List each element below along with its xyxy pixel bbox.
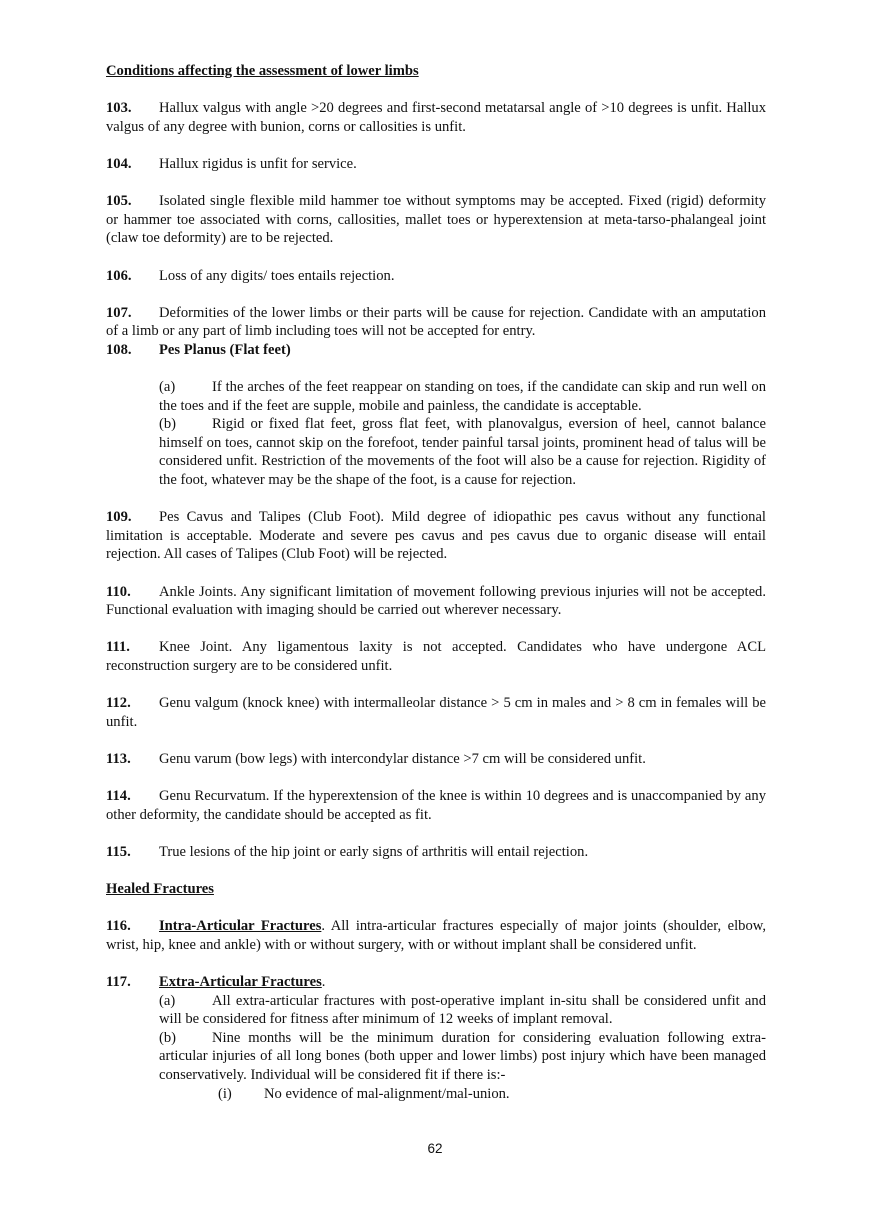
paragraph-text: Hallux valgus with angle >20 degrees and first-second metatarsal angle of >10 degrees is unfit. Hallux valgus of any degree with bunion, corns or callosities is unfit. (106, 100, 766, 135)
paragraph-text: Hallux rigidus is unfit for service. (159, 155, 357, 172)
page-number: 62 (427, 1141, 443, 1156)
paragraph-text: Genu valgum (knock knee) with intermalleolar distance > 5 cm in males and > 8 cm in females will be unfit. (106, 695, 766, 730)
paragraph-107 (106, 304, 766, 341)
subparagraph-text: If the arches of the feet reappear on standing on toes, if the candidate can skip and run well on the toes and if the feet are supple, mobile and painless, the candidate is acceptable. (159, 379, 766, 414)
document-page (106, 62, 766, 1103)
subparagraph-label: (b) (159, 1029, 177, 1046)
paragraph-number: 104. (106, 155, 132, 172)
subparagraph-108a (159, 378, 766, 415)
paragraph-number: 109. (106, 509, 132, 526)
paragraph-number: 103. (106, 100, 132, 117)
section-heading-healed-fractures: Healed Fractures (106, 881, 214, 898)
subparagraph-117a (159, 992, 766, 1029)
paragraph-109 (106, 508, 766, 564)
paragraph-text: True lesions of the hip joint or early signs of arthritis will entail rejection. (159, 843, 589, 860)
paragraph-108 (106, 341, 766, 360)
subparagraph-117b-i (218, 1085, 766, 1104)
paragraph-number: 111. (106, 639, 130, 656)
paragraph-title-suffix: . (321, 974, 326, 991)
paragraph-text: Genu Recurvatum. If the hyperextension of the knee is within 10 degrees and is unaccompanied by any other deformity, the candidate should be accepted as fit. (106, 788, 766, 823)
paragraph-112 (106, 694, 766, 731)
paragraph-number: 110. (106, 583, 131, 600)
subparagraph-108b (159, 415, 766, 489)
paragraph-111 (106, 638, 766, 675)
paragraph-text: . All intra-articular fractures especially of major joints (shoulder, elbow, wrist, hip, knee and ankle) with or without surgery, with or without implant shall be considered unfit. (106, 918, 766, 953)
paragraph-text: Isolated single flexible mild hammer toe without symptoms may be accepted. Fixed (rigid) deformity or hammer toe associated with corns, callosities, mallet toes or hyperextension at meta-tarso-phalangeal joint (claw toe deformity) are to be rejected. (106, 193, 766, 247)
paragraph-number: 107. (106, 304, 132, 321)
paragraph-number: 114. (106, 788, 131, 805)
paragraph-116 (106, 917, 766, 954)
subparagraph-label: (a) (159, 379, 176, 396)
paragraph-title: Extra-Articular Fractures (159, 974, 322, 991)
paragraph-text: Genu varum (bow legs) with intercondylar distance >7 cm will be considered unfit. (159, 750, 646, 767)
paragraph-105 (106, 192, 766, 248)
section-heading-lower-limbs: Conditions affecting the assessment of lower limbs (106, 63, 419, 79)
subparagraph-text: All extra-articular fractures with post-operative implant in-situ shall be considered unfit and will be considered for fitness after minimum of 12 weeks of implant removal. (159, 992, 766, 1028)
subparagraph-label: (b) (159, 416, 177, 433)
subparagraph-text: Rigid or fixed flat feet, gross flat feet, with planovalgus, eversion of heel, cannot balance himself on toes, cannot skip on the forefoot, tender painful tarsal joints, prominent head of talus will be considered unfit. Restriction of the movements of the foot will also be a cause for rejection. Rigidity of the foot, whatever may be the shape of the foot, is a cause for rejection. (159, 416, 766, 489)
subparagraph-label: (i) (218, 1085, 232, 1102)
paragraph-117 (106, 973, 766, 992)
paragraph-text: Knee Joint. Any ligamentous laxity is not accepted. Candidates who have undergone ACL reconstruction surgery are to be considered unfit. (106, 639, 766, 674)
paragraph-title: Pes Planus (Flat feet) (159, 341, 291, 358)
paragraph-110 (106, 583, 766, 620)
paragraph-number: 116. (106, 918, 131, 935)
subparagraph-text: Nine months will be the minimum duration for considering evaluation following extra-articular injuries of all long bones (both upper and lower limbs) post injury which have been managed conservatively. Individual will be considered fit if there is:- (159, 1029, 766, 1084)
paragraph-title: Intra-Articular Fractures (159, 918, 322, 935)
paragraph-text: Loss of any digits/ toes entails rejection. (159, 267, 395, 284)
paragraph-114 (106, 787, 766, 824)
paragraph-115 (106, 843, 766, 862)
paragraph-104 (106, 155, 766, 174)
paragraph-text: Pes Cavus and Talipes (Club Foot). Mild degree of idiopathic pes cavus without any functional limitation is acceptable. Moderate and severe pes cavus and pes cavus due to organic disease will entail rejection. All cases of Talipes (Club Foot) will be rejected. (106, 509, 766, 563)
subparagraph-117b (159, 1029, 766, 1085)
paragraph-113 (106, 750, 766, 769)
paragraph-text: Ankle Joints. Any significant limitation of movement following previous injuries will not be accepted. Functional evaluation with imaging should be carried out wherever necessary. (106, 583, 766, 619)
paragraph-number: 117. (106, 974, 131, 991)
subparagraph-text: No evidence of mal-alignment/mal-union. (264, 1085, 510, 1102)
paragraph-number: 108. (106, 341, 132, 358)
paragraph-106 (106, 267, 766, 286)
paragraph-text: Deformities of the lower limbs or their parts will be cause for rejection. Candidate with an amputation of a limb or any part of limb including toes will not be accepted for entry. (106, 304, 766, 340)
subparagraph-label: (a) (159, 992, 176, 1009)
paragraph-103 (106, 99, 766, 136)
paragraph-number: 106. (106, 267, 132, 284)
paragraph-number: 115. (106, 843, 131, 860)
paragraph-number: 112. (106, 695, 131, 712)
paragraph-number: 113. (106, 750, 131, 767)
paragraph-number: 105. (106, 193, 132, 210)
